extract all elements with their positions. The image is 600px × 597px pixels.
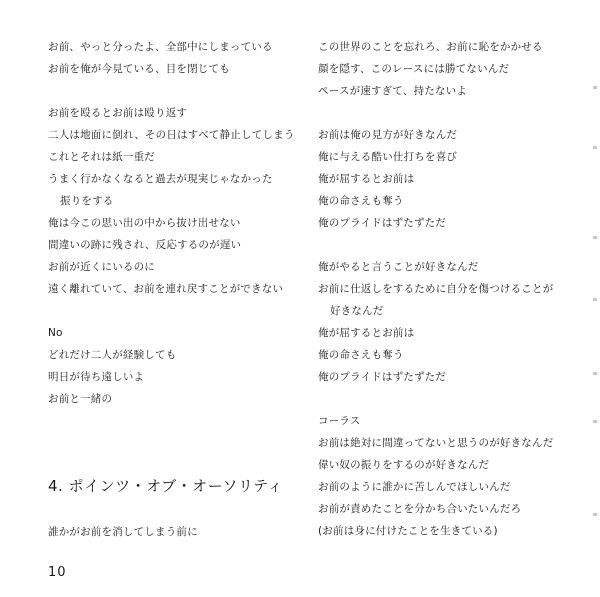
song-heading: 4. ポインツ・オブ・オーソリティ <box>48 477 284 495</box>
lyric-line: これとそれは紙一重だ <box>48 151 155 163</box>
lyric-line: お前と一緒の <box>48 393 113 405</box>
scan-edge-mark <box>593 298 597 301</box>
lyric-line: お前は絶対に間違ってないと思うのが好きなんだ <box>318 437 554 449</box>
song-first-line: 誰かがお前を消してしまう前に <box>48 526 198 538</box>
lyric-line: 俺に与える酷い仕打ちを喜び <box>318 151 458 163</box>
lyric-line: 俺がやると言うことが好きなんだ <box>318 261 479 273</box>
lyric-line: お前が近くにいるのに <box>48 261 155 273</box>
stanza-break <box>48 80 310 102</box>
stanza-break <box>318 388 580 410</box>
left-column <box>48 36 310 410</box>
lyric-line: この世界のことを忘れろ、お前に恥をかかせる <box>318 41 543 53</box>
scan-edge-mark <box>593 513 597 516</box>
chorus-label: コーラス <box>318 415 361 427</box>
lyric-line: お前を殴るとお前は殴り返す <box>48 107 188 119</box>
page-number: 10 <box>48 565 67 580</box>
lyric-line: 俺の命さえも奪う <box>318 349 404 361</box>
lyric-line: お前に仕返しをするために自分を傷つけることが <box>318 283 554 295</box>
stanza-break <box>318 102 580 124</box>
lyric-line: 間違いの跡に残され、反応するのが遅い <box>48 239 242 251</box>
stanza-break <box>318 234 580 256</box>
right-column <box>318 36 580 542</box>
lyric-line: No <box>48 327 63 339</box>
lyric-line-continued: 振りをする <box>60 195 114 207</box>
lyric-line: 顔を隠す、このレースには勝てないんだ <box>318 63 510 75</box>
lyric-line: お前は俺の見方が好きなんだ <box>318 129 458 141</box>
lyric-line: 遠く離れていて、お前を連れ戻すことができない <box>48 283 284 295</box>
lyric-line: 俺の命さえも奪う <box>318 195 404 207</box>
lyric-line: お前を俺が今見ている、目を閉じても <box>48 63 230 75</box>
scan-edge-mark <box>593 146 597 149</box>
lyric-line: お前のように誰かに苦しんでほしいんだ <box>318 481 511 493</box>
lyric-line: 二人は地面に倒れ、その日はすべて静止してしまう <box>48 129 295 141</box>
scan-edge-mark <box>593 420 597 423</box>
scan-edge-mark <box>593 236 597 239</box>
scan-edge-mark <box>593 86 597 89</box>
scan-edge-mark <box>593 372 597 375</box>
lyric-line: どれだけ二人が経験しても <box>48 349 177 361</box>
lyric-line-continued: 好きなんだ <box>330 305 384 317</box>
lyric-line: お前、やっと分ったよ、全部中にしまっている <box>48 41 273 53</box>
lyric-line: ペースが速すぎて、持たないよ <box>318 85 468 97</box>
lyric-line: お前が責めたことを分かち合いたいんだろ <box>318 503 522 515</box>
lyric-line: (お前は身に付けたことを生きている) <box>318 525 498 537</box>
lyric-line: 俺のプライドはずたずただ <box>318 217 447 229</box>
lyric-line: 俺は今この思い出の中から抜け出せない <box>48 217 241 229</box>
lyric-line: 俺のプライドはずたずただ <box>318 371 447 383</box>
lyric-line: うまく行かなくなると過去が現実じゃなかった <box>48 173 273 185</box>
stanza-break <box>48 300 310 322</box>
lyric-line: 明日が待ち遠しいよ <box>48 371 145 383</box>
lyric-line: 俺が屈するとお前は <box>318 327 415 339</box>
lyric-line: 偉い奴の振りをするのが好きなんだ <box>318 459 490 471</box>
lyric-line: 俺が屈するとお前は <box>318 173 415 185</box>
